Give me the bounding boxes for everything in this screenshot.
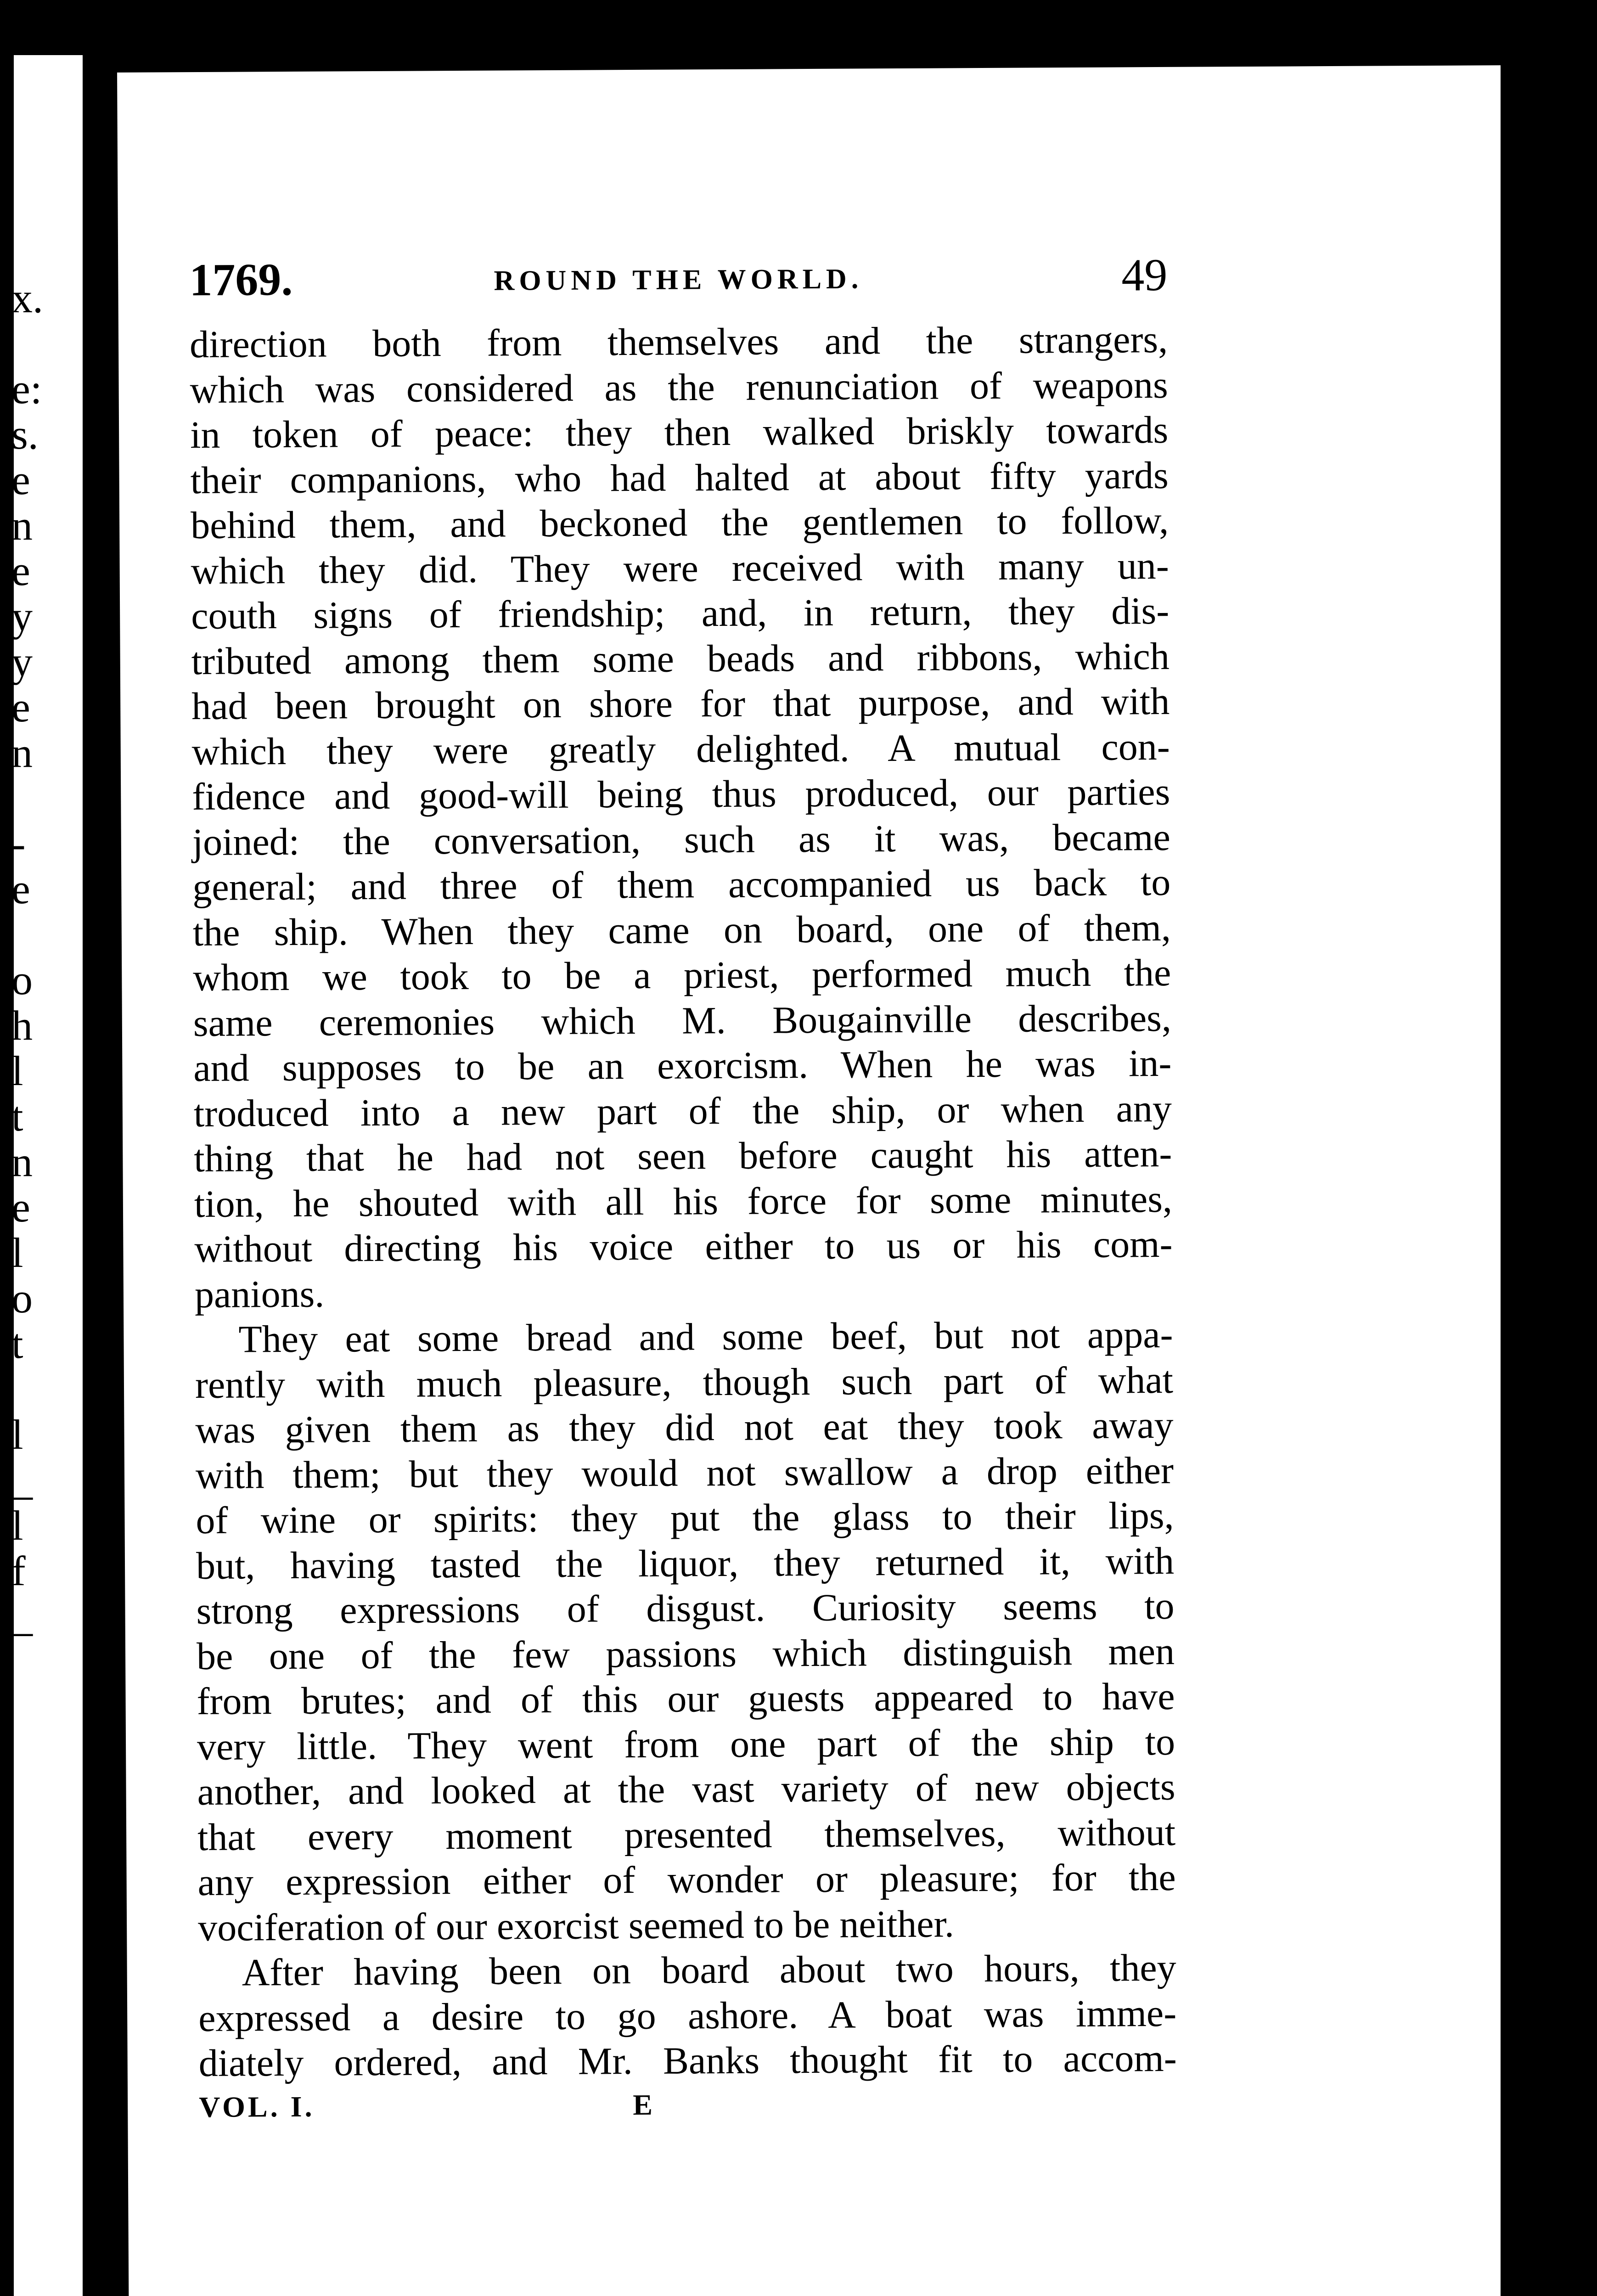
facing-fragment: l [11,1411,23,1458]
text-line: rently with much pleasure, though such part of what [195,1358,1174,1407]
page-footer [199,2085,1177,2136]
text-line: thing that he had not seen before caught his atten- [194,1132,1172,1181]
facing-fragment: e [11,456,30,503]
text-line: same ceremonies which M. Bougainville describes, [193,996,1172,1045]
facing-fragment: _ [11,1593,33,1640]
text-line: direction both from themselves and the strangers, [189,318,1168,366]
right-scan-border [1501,0,1597,2296]
text-line: which they were greatly delighted. A mutual con- [191,725,1170,773]
facing-fragment: f [11,1548,26,1594]
text-line: couth signs of friendship; and, in return, they dis- [191,589,1170,638]
text-line: very little. They went from one part of the ship to [197,1720,1175,1768]
text-line: tion, he shouted with all his force for some minutes, [194,1177,1173,1226]
facing-fragment: e [11,1184,30,1231]
facing-fragment: l [11,1502,23,1549]
facing-fragment: o [11,957,33,1003]
text-line: general; and three of them accompanied us back to [192,861,1171,909]
facing-fragment: n [11,502,33,549]
text-line: be one of the few passions which distinguish men [196,1630,1175,1678]
text-line: After having been on board about two hours, they [242,1946,1176,1994]
facing-fragment: e: [11,366,42,412]
facing-fragment: s. [11,411,39,458]
book-page [117,65,1514,2296]
text-line: that every moment presented themselves, without [197,1811,1176,1859]
facing-fragment: e [11,547,30,594]
facing-fragment: - [11,820,26,867]
facing-fragment: e [11,684,30,731]
text-line: vociferation of our exorcist seemed to be neither. [197,1902,955,1949]
paragraph [190,317,1173,1317]
text-line: joined: the conversation, such as it was, became [192,816,1171,864]
paragraph [195,1312,1176,1951]
facing-fragment: x. [11,275,43,321]
text-line: from brutes; and of this our guests appeared to have [197,1675,1175,1723]
text-line: and supposes to be an exorcism. When he was in- [193,1041,1172,1090]
body-text [190,317,1177,2087]
volume-label: VOL. I. [199,2090,315,2123]
facing-fragment: l [11,1229,23,1276]
text-line: whom we took to be a priest, performed much the [193,951,1171,1000]
facing-fragment [11,321,83,366]
facing-page-text-fragments [11,276,83,1639]
text-line: expressed a desire to go ashore. A boat was imme- [198,1992,1177,2040]
page-number: 49 [1121,249,1168,301]
facing-fragment [11,1367,83,1412]
page-content [189,248,1177,2136]
facing-fragment [11,912,83,957]
facing-page-edge [0,55,83,2296]
text-line: troduced into a new part of the ship, or when any [193,1087,1172,1135]
text-line: behind them, and beckoned the gentlemen to follow, [190,499,1169,547]
text-line: which was considered as the renunciation of weapons [190,363,1168,411]
text-line: tributed among them some beads and ribbons, which [191,635,1170,683]
facing-fragment: n [11,729,33,776]
text-line: which they did. They were received with many un- [191,544,1169,592]
text-line: strong expressions of disgust. Curiosity seems to [196,1584,1175,1633]
text-line: panions. [194,1272,325,1316]
text-line: the ship. When they came on board, one of them, [192,906,1171,954]
facing-fragment: h [11,1002,33,1049]
text-line: another, and looked at the vast variety of new objects [197,1765,1175,1814]
facing-fragment: l [11,1047,23,1094]
running-head-title: ROUND THE WORLD. [494,263,863,297]
facing-fragment: t [11,1093,23,1140]
facing-fragment: y [11,638,33,685]
running-head-year: 1769. [189,253,293,306]
facing-fragment: _ [11,1457,33,1503]
facing-fragment: o [11,1275,33,1322]
text-line: any expression either of wonder or pleasure; for the [197,1856,1176,1904]
text-line: was given them as they did not eat they took away [195,1403,1174,1452]
facing-fragment: e [11,866,30,912]
text-line: their companions, who had halted at about fifty yards [190,454,1169,502]
text-line: of wine or spirits: they put the glass to their lips, [196,1494,1174,1542]
text-line: fidence and good-will being thus produced, our parties [192,770,1170,819]
signature-mark: E [633,2088,656,2121]
text-line: but, having tasted the liquor, they returned it, with [196,1539,1175,1587]
text-line: diately ordered, and Mr. Banks thought fit to accom- [198,2037,1177,2085]
text-line: without directing his voice either to us or his com- [194,1222,1173,1271]
text-line: in token of peace: they then walked briskly towards [190,408,1169,457]
facing-fragment: n [11,1138,33,1185]
text-line: They eat some bread and some beef, but not appa- [238,1313,1173,1361]
text-line: with them; but they would not swallow a drop either [195,1449,1174,1497]
running-head [189,248,1168,322]
facing-fragment: y [11,593,33,640]
text-line: had been brought on shore for that purpose, and with [191,680,1170,728]
paragraph [198,1946,1177,2087]
facing-fragment: t [11,1320,23,1367]
facing-fragment [11,776,83,821]
